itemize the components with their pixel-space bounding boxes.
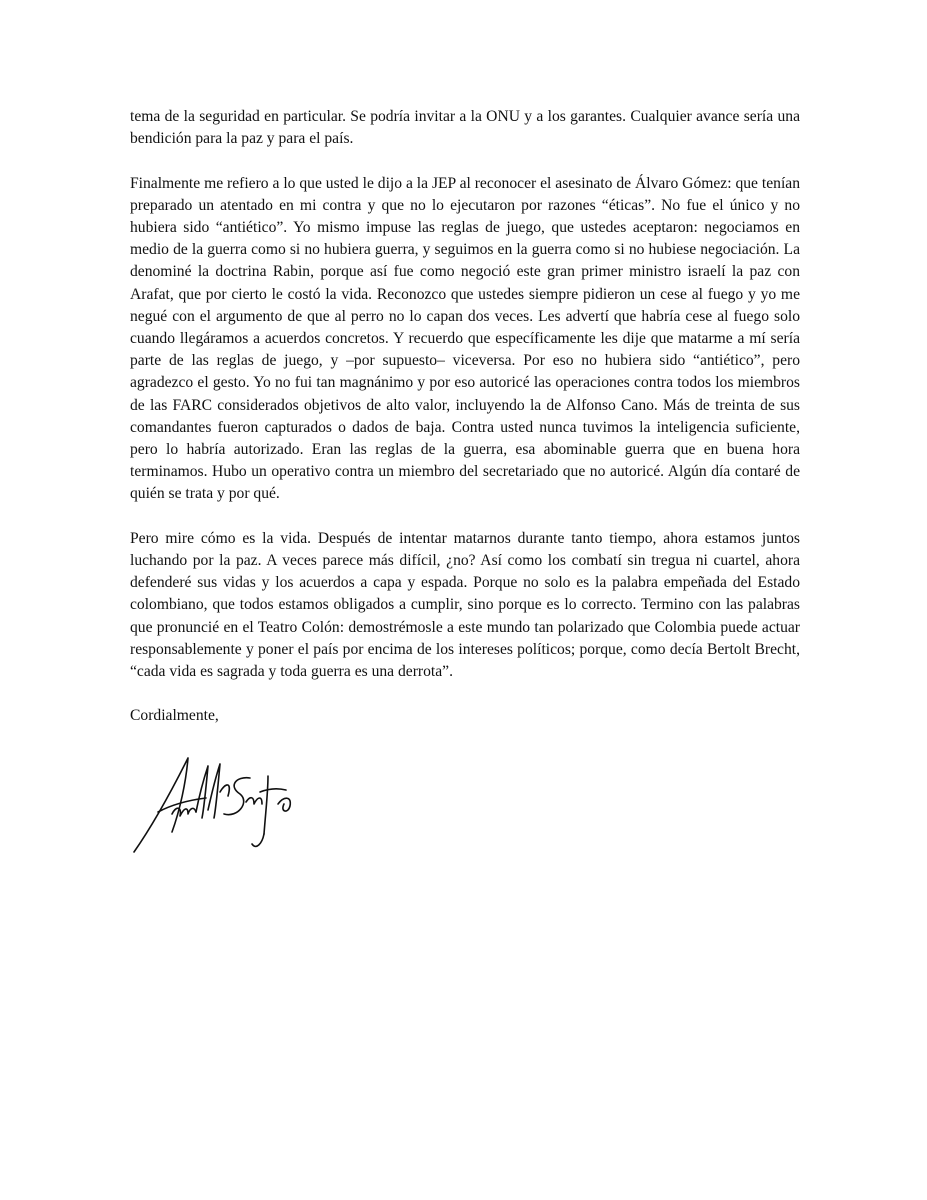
letter-body (130, 106, 800, 728)
paragraph-jep: Finalmente me refiero a lo que usted le dijo a la JEP al reconocer el asesinato de Álvaro Gómez: que tenían preparado un atentado en mi contra y que no lo ejecutaron por razones “éticas”. No fue el único y no hubiera sido “antiético”. Yo mismo impuse las reglas de juego, que ustedes aceptaron: negociamos en medio de la guerra como si no hubiera guerra, y seguimos en la guerra como si no hubiese negociación. La denominé la doctrina Rabin, porque así fue como negoció este gran primer ministro israelí la paz con Arafat, que por cierto le costó la vida. Reconozco que ustedes siempre pidieron un cese al fuego y yo me negué con el argumento de que al perro no lo capan dos veces. Les advertí que habría cese al fuego solo cuando llegáramos a acuerdos concretos. Y recuerdo que específicamente les dije que matarme a mí sería parte de las reglas de juego, y –por supuesto– viceversa. Por eso no hubiera sido “antiético”, pero agradezco el gesto. Yo no fui tan magnánimo y por eso autoricé las operaciones contra todos los miembros de las FARC considerados objetivos de alto valor, incluyendo la de Alfonso Cano. Más de treinta de sus comandantes fueron capturados o dados de baja. Contra usted nunca tuvimos la inteligencia suficiente, pero lo habría autorizado. Eran las reglas de la guerra, esa abominable guerra que en buena hora terminamos. Hubo un operativo contra un miembro del secretariado que no autoricé. Algún día contaré de quién se trata y por qué. (130, 174, 800, 503)
handwritten-signature-icon (128, 752, 313, 864)
closing-salutation: Cordialmente, (130, 707, 219, 725)
paragraph-security: tema de la seguridad en particular. Se podría invitar a la ONU y a los garantes. Cualquier avance sería una bendición para la paz y para el país. (130, 108, 800, 148)
paragraph-peace: Pero mire cómo es la vida. Después de intentar matarnos durante tanto tiempo, ahora estamos juntos luchando por la paz. A veces parece más difícil, ¿no? Así como los combatí sin tregua ni cuartel, ahora defenderé sus vidas y los acuerdos a capa y espada. Porque no solo es la palabra empeñada del Estado colombiano, que todos estamos obligados a cumplir, sino porque es lo correcto. Termino con las palabras que pronuncié en el Teatro Colón: demostrémosle a este mundo tan polarizado que Colombia puede actuar responsablemente y poner el país por encima de los intereses políticos; porque, como decía Bertolt Brecht, “cada vida es sagrada y toda guerra es una derrota”. (130, 529, 800, 681)
